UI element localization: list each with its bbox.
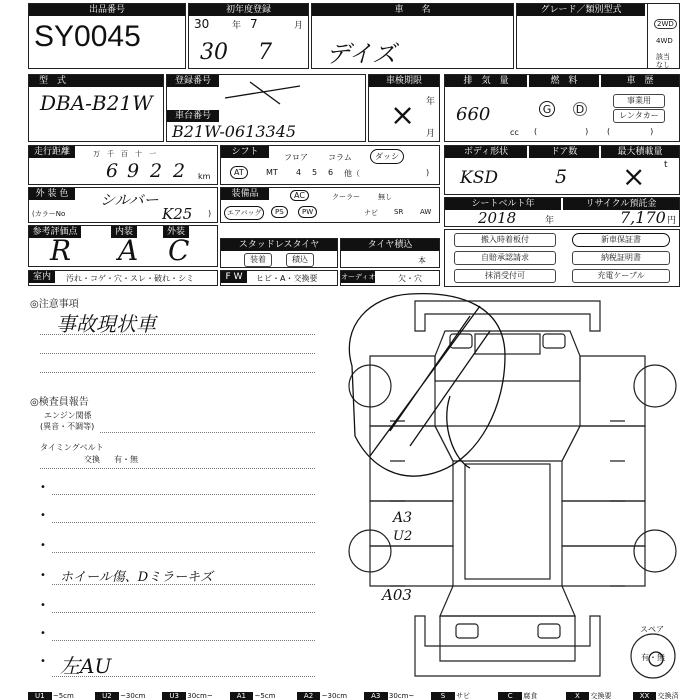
inspector-title: ◎検査員報告 — [30, 397, 89, 408]
report-line-3 — [52, 552, 315, 553]
capacity-unit: t — [664, 160, 668, 170]
seatbelt-value: 2018 — [478, 209, 517, 227]
history-label: 車 歴 — [601, 75, 679, 87]
engine-line — [100, 432, 315, 433]
spare-tire-unit: 本 — [418, 256, 426, 265]
mileage-digit-1: 6 — [106, 160, 119, 182]
timing-opts: 有・無 — [114, 455, 138, 464]
inspection-month-unit: 月 — [426, 129, 436, 139]
shift-5: 5 — [312, 168, 318, 177]
legend-value: ~5cm — [52, 692, 74, 700]
equip-airbag: エアバッグ — [224, 206, 264, 220]
reg-no-strike — [220, 78, 310, 108]
score-value: R — [50, 234, 72, 267]
timing-line — [40, 468, 315, 469]
check-warranty: 新車保証書 — [572, 233, 670, 247]
legend-value: サビ — [456, 692, 471, 700]
mileage-label: 走行距離 — [29, 146, 75, 158]
color-no-label: (カラーNo — [32, 210, 66, 218]
report-line-1 — [52, 494, 315, 495]
first-reg-month-unit: 月 — [294, 21, 304, 31]
spare-tire-label: タイヤ積込 — [341, 239, 439, 251]
spare-opts: 有・無 — [641, 653, 665, 662]
audio-text: 欠・穴 — [398, 274, 422, 283]
engine-sub: (異音・不調等) — [40, 422, 95, 431]
car-name-value: デイズ — [326, 40, 397, 68]
engine-label: エンジン関係 — [44, 411, 92, 420]
first-reg-label: 初年度登録 — [189, 4, 308, 16]
equipment-label: 装備品 — [221, 188, 269, 200]
legend-value: 30cm~ — [388, 692, 415, 700]
doors-value: 5 — [555, 166, 568, 188]
shift-4: 4 — [296, 168, 302, 177]
equip-aw: AW — [420, 208, 432, 216]
timing-swap: 交換 — [84, 455, 100, 464]
inspection-mark: × — [390, 98, 416, 133]
drive-none: 該当なし — [656, 53, 670, 69]
legend-key: C — [498, 692, 522, 700]
inspection-label: 車検期限 — [369, 75, 439, 87]
shift-other: 他（ — [344, 169, 360, 178]
report-bullet-4: • — [40, 570, 46, 581]
legend-value: ~5cm — [254, 692, 276, 700]
body-value: KSD — [460, 168, 498, 188]
spare-label: スペア — [640, 625, 664, 634]
shift-6: 6 — [328, 168, 334, 177]
body-label: ボディ形状 — [445, 146, 527, 158]
equip-cooler: クーラー — [332, 193, 360, 201]
report-line-5 — [52, 612, 315, 613]
report-line-4 — [52, 584, 315, 585]
legend-key: A1 — [230, 692, 254, 700]
reg-no-label: 登録番号 — [167, 75, 219, 87]
capacity-label: 最大積載量 — [601, 146, 679, 158]
report-line-2 — [52, 522, 315, 523]
report-bullet-7: • — [40, 656, 46, 667]
legend-key: U2 — [95, 692, 119, 700]
mileage-unit-labels: 万 千 百 十 一 — [93, 150, 156, 158]
shift-dash: ダッシ — [370, 149, 404, 164]
first-reg-hw-month: 7 — [258, 40, 272, 65]
legend-value: 交換済 — [657, 692, 679, 700]
legend-value: ~30cm — [321, 692, 348, 700]
lot-label: 出品番号 — [29, 4, 185, 16]
notes-line-2 — [40, 353, 315, 354]
mileage-digit-3: 2 — [150, 160, 163, 182]
recycle-unit: 円 — [667, 216, 677, 226]
report-bullet-6: • — [40, 628, 46, 639]
shift-label: シフト — [221, 146, 269, 158]
report-line-6 — [52, 640, 315, 641]
damage-mark-a03: A03 — [382, 586, 412, 604]
damage-mark-a3: A3 — [393, 510, 413, 526]
grade-divider — [647, 4, 648, 68]
mileage-digit-2: 9 — [127, 160, 140, 182]
chassis-label: 車台番号 — [167, 110, 219, 122]
fuel-paren: ( ) — [534, 127, 589, 136]
notes-title: ◎注意事項 — [30, 299, 79, 310]
chassis-value: B21W-0613345 — [172, 122, 297, 141]
legend-key: U3 — [162, 692, 186, 700]
legend-value: 腐食 — [523, 692, 538, 700]
history-rental: レンタカー — [613, 109, 665, 123]
legend-key: A2 — [297, 692, 321, 700]
equip-ps: PS — [271, 206, 288, 218]
legend-key: XX — [633, 692, 657, 700]
drive-2wd: 2WD — [654, 19, 677, 29]
seatbelt-label: シートベルト年 — [445, 198, 561, 210]
model-value: DBA-B21W — [40, 91, 153, 115]
report-bullet-5: • — [40, 600, 46, 611]
grade-label: グレード／類別型式 — [517, 4, 645, 16]
history-paren: ( ) — [607, 127, 654, 136]
car-name-label: 車 名 — [312, 4, 513, 16]
mileage-digit-4: 2 — [173, 160, 186, 182]
studless-label: スタッドレスタイヤ — [221, 239, 337, 251]
legend-key: A3 — [364, 692, 388, 700]
timing-label: タイミングベルト — [40, 443, 104, 452]
check-cable: 充電ケーブル — [572, 269, 670, 283]
displacement-unit: cc — [510, 128, 519, 137]
report-bullet-2: • — [40, 510, 46, 521]
fw-label: F W — [221, 271, 247, 283]
doors-label: ドア数 — [529, 146, 599, 158]
ref-score-label: 参考評価点 — [29, 226, 81, 238]
legend-key: U1 — [28, 692, 52, 700]
interior-damage-label: 室内 — [29, 271, 55, 283]
color-label: 外 装 色 — [29, 188, 75, 200]
mileage-unit: km — [198, 172, 211, 181]
report-bullet-3: • — [40, 540, 46, 551]
shift-at: AT — [230, 166, 248, 179]
report-line-7 — [52, 676, 315, 677]
notes-line-3 — [40, 372, 315, 373]
recycle-label: リサイクル預託金 — [563, 198, 679, 210]
history-business: 事業用 — [613, 94, 665, 108]
report-bullet-1: • — [40, 482, 46, 493]
capacity-mark: × — [622, 160, 646, 193]
audio-label: オーディオ — [341, 273, 375, 281]
first-reg-year-unit: 年 — [232, 21, 242, 31]
equip-pw: PW — [298, 206, 317, 218]
equip-sr: SR — [394, 208, 404, 216]
fuel-g: G — [539, 101, 555, 117]
report-text-4: ホイール傷、Dミラーキズ — [60, 570, 213, 585]
shift-mt: MT — [266, 168, 278, 177]
model-label: 型 式 — [29, 75, 163, 87]
fw-text: ヒビ・A・交換要 — [256, 274, 318, 283]
legend-value: 交換要 — [590, 692, 612, 700]
interior-label: 内装 — [111, 226, 137, 238]
legend-key: X — [566, 692, 590, 700]
inspection-year-unit: 年 — [426, 97, 436, 107]
fuel-label: 燃 料 — [529, 75, 599, 87]
first-reg-printed-month: 7 — [250, 17, 258, 31]
legend-value: 30cm~ — [187, 692, 213, 700]
damage-mark-u2: U2 — [393, 529, 413, 544]
equip-none: 無し — [378, 193, 392, 201]
lot-number: SY0045 — [34, 20, 141, 53]
check-insurance: 自賠承認請求 — [454, 251, 556, 265]
shift-column: コラム — [328, 153, 352, 162]
legend-value: ~30cm — [120, 692, 146, 700]
check-cancel: 抹消受付可 — [454, 269, 556, 283]
displacement-value: 660 — [456, 104, 491, 125]
studless-loaded: 積込 — [286, 253, 314, 267]
recycle-value: 7,170 — [620, 208, 666, 227]
shift-close: ) — [426, 168, 430, 177]
exterior-grade: C — [168, 234, 190, 267]
interior-grade: A — [118, 234, 139, 267]
equip-navi: ナビ — [364, 209, 378, 217]
check-plate: 搬入時着板付 — [454, 233, 556, 247]
fuel-d: D — [573, 102, 587, 116]
equip-ac: AC — [290, 190, 309, 201]
first-reg-printed-year: 30 — [194, 17, 210, 31]
check-tax: 納税証明書 — [572, 251, 670, 265]
first-reg-hw-year: 30 — [200, 40, 228, 65]
color-value: シルバー — [100, 191, 159, 209]
color-code: K25 — [162, 205, 193, 223]
notes-handwritten: 事故現状車 — [56, 312, 156, 336]
seatbelt-unit: 年 — [545, 216, 555, 226]
shift-floor: フロア — [284, 153, 308, 162]
studless-equipped: 装着 — [244, 253, 272, 267]
drive-4wd: 4WD — [656, 37, 673, 45]
displacement-label: 排 気 量 — [445, 75, 527, 87]
report-text-7: 左AU — [60, 654, 112, 678]
notes-line-1 — [40, 334, 315, 335]
legend-key: S — [431, 692, 455, 700]
color-close: ) — [208, 209, 212, 218]
exterior-label: 外装 — [163, 226, 189, 238]
interior-damage-text: 汚れ・コゲ・穴・スレ・破れ・シミ — [66, 274, 194, 283]
